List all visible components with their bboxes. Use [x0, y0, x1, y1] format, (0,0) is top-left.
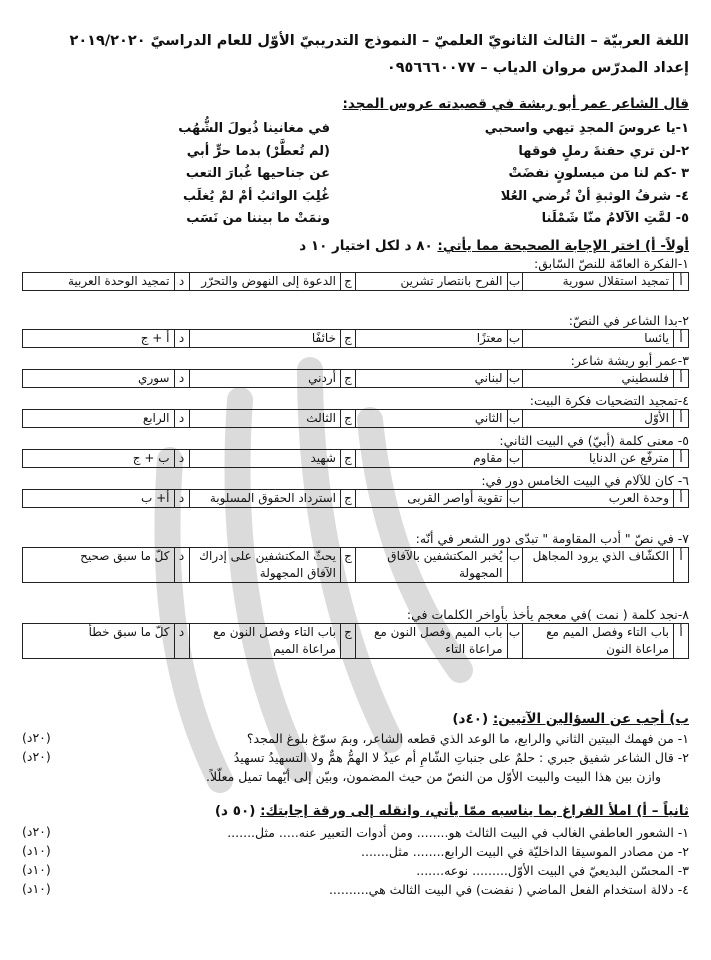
verse-row: [30, 208, 689, 231]
option-text[interactable]: الثاني: [356, 410, 508, 428]
option-letter: ج: [341, 450, 356, 468]
mcq-stem: ٥- معنى كلمة (أبيّ) في البيت الثاني:: [499, 433, 689, 448]
option-letter: د: [174, 273, 189, 291]
option-letter: د: [174, 330, 189, 348]
document-header: [22, 28, 689, 82]
mcq-stem: ٢-بدا الشاعر في النصّ:: [568, 313, 689, 328]
option-text[interactable]: مترفّع عن الدنايا: [522, 450, 674, 468]
verse-first-hemistich: ٥- لمَّتِ الآلامُ منّا شَمْلَنا: [541, 211, 689, 226]
option-text[interactable]: يُخبر المكتشفين بالآفاق المجهولة: [356, 548, 508, 583]
mcq-options-row: [23, 450, 689, 468]
poem-verses: [30, 118, 689, 231]
option-text[interactable]: كلّ ما سبق خطأ: [23, 624, 175, 659]
option-text[interactable]: سوري: [23, 370, 175, 388]
option-letter: د: [174, 410, 189, 428]
option-letter: د: [174, 624, 189, 659]
option-letter: د: [174, 490, 189, 508]
mcq-question: [22, 392, 689, 428]
mcq-question: [22, 530, 689, 583]
fill-blank-item: ١- الشعور العاطفي الغالب في البيت الثالث هو........ ومن أدوات التعبير عنه..... مثل.......: [227, 825, 689, 840]
option-letter: ب: [507, 330, 522, 348]
mcq-question: [22, 312, 689, 348]
part-a-heading: أولاً- أ) اختر الإجابة الصحيحة مما يأتي:: [437, 238, 689, 254]
option-letter: أ: [674, 410, 689, 428]
option-letter: ج: [341, 370, 356, 388]
part-2-marks: (٥٠ د): [214, 803, 256, 819]
fill-blank-item-marks: (١٠د): [22, 881, 51, 896]
header-line-teacher: إعداد المدرّس مروان الدياب – ٠٩٥٦٦٦٠٠٧٧: [386, 60, 689, 76]
option-letter: أ: [674, 548, 689, 583]
option-letter: ب: [507, 490, 522, 508]
mcq-question: [22, 432, 689, 468]
mcq-stem: ١-الفكرة العامّة للنصّ السّابق:: [533, 256, 689, 271]
part-2-heading: ثانياً – أ) املأ الفراغ بما يناسبه ممّا يأتي، وانقله إلى ورقة إجابتك:: [260, 803, 689, 819]
option-text[interactable]: باب الميم وفصل النون مع مراعاة التاء: [356, 624, 508, 659]
option-text[interactable]: يحثّ المكتشفين على إدراك الآفاق المجهولة: [189, 548, 341, 583]
mcq-options-row: [23, 273, 689, 291]
option-letter: ج: [341, 330, 356, 348]
option-text[interactable]: باب التاء وفصل النون مع مراعاة الميم: [189, 624, 341, 659]
verse-first-hemistich: ١-يا عروسَ المجدِ تيهي واسحبي: [484, 121, 689, 136]
option-text[interactable]: ب + ج: [23, 450, 175, 468]
mcq-options-table: [22, 623, 689, 659]
option-letter: ب: [507, 273, 522, 291]
option-text[interactable]: الفرح بانتصار تشرين: [356, 273, 508, 291]
option-letter: د: [174, 548, 189, 583]
verse-first-hemistich: ٢-لن تري حفنةَ رملٍ فوقها: [518, 143, 689, 159]
part-b-question-2-marks: (٢٠د): [22, 749, 51, 764]
part-b-question-2-continued: وازن بين هذا البيت والبيت الأوّل من النصّ من حيث المضمون، وبيّن إلى أيّهما تميل معلّلاً.: [206, 769, 661, 784]
option-text[interactable]: تقوية أواصر القربى: [356, 490, 508, 508]
header-line-course: اللغة العربيّة – الثالث الثانويّ العلميّ – النموذج التدريبيّ الأوّل للعام الدراسيّ ٢٠١٩/٢٠٢٠: [69, 33, 689, 49]
option-text[interactable]: أ+ ب: [23, 490, 175, 508]
mcq-options-table: [22, 547, 689, 583]
option-text[interactable]: الكشّاف الذي يرود المجاهل: [522, 548, 674, 583]
mcq-stem: ٧- في نصّ " أدب المقاومة " تبدّى دور الشعر في أنّه:: [415, 531, 689, 546]
mcq-options-table: [22, 329, 689, 348]
part-b-heading: ب) أجب عن السؤالين الآتيين:: [492, 711, 689, 727]
mcq-question: [22, 352, 689, 388]
part-b-question-1: ١- من فهمك البيتين الثاني والرابع، ما الوعد الذي قطعه الشاعر، وبمَ سوّغ بلوغ المجد؟: [246, 731, 689, 746]
poem-intro: قال الشاعر عمر أبو ريشة في قصيدته عروس المجد:: [342, 96, 689, 112]
option-letter: ج: [341, 490, 356, 508]
fill-blank-item-marks: (٢٠د): [22, 824, 51, 839]
option-letter: أ: [674, 370, 689, 388]
verse-second-hemistich: عن جناحيها غُبارَ التعب: [185, 166, 330, 181]
mcq-question: [22, 472, 689, 508]
option-text[interactable]: الثالث: [189, 410, 341, 428]
option-text[interactable]: أردني: [189, 370, 341, 388]
mcq-options-row: [23, 624, 689, 659]
option-text[interactable]: فلسطيني: [522, 370, 674, 388]
option-letter: أ: [674, 450, 689, 468]
verse-second-hemistich: (لم تُعطَّرْ) بدما حرٍّ أبي: [186, 143, 330, 159]
mcq-options-row: [23, 330, 689, 348]
option-text[interactable]: أ + ج: [23, 330, 175, 348]
option-text[interactable]: خائفًا: [189, 330, 341, 348]
verse-second-hemistich: في مغانينا ذُيولَ الشُّهُب: [178, 121, 330, 136]
part-b-question-2: ٢- قال الشاعر شفيق جبري : حلمٌ على جنباتِ الشّامِ أم عيدُ لا الهمُّ همٌّ ولا التسهيدُ تسهيدُ: [233, 750, 689, 765]
option-letter: أ: [674, 330, 689, 348]
part-b-question-1-marks: (٢٠د): [22, 730, 51, 745]
option-letter: أ: [674, 273, 689, 291]
mcq-question: [22, 255, 689, 291]
mcq-options-row: [23, 370, 689, 388]
option-text[interactable]: يائسا: [522, 330, 674, 348]
mcq-options-table: [22, 409, 689, 428]
part-b-marks: (٤٠د): [452, 711, 489, 727]
option-text[interactable]: الرابع: [23, 410, 175, 428]
fill-blank-item: ٢- من مصادر الموسيقا الداخليّة في البيت الرابع........ مثل.......: [361, 844, 689, 859]
option-text[interactable]: شهيد: [189, 450, 341, 468]
mcq-stem: ٤-تمجيد التضحيات فكرة البيت:: [529, 393, 689, 408]
verse-second-hemistich: ونمَتْ ما بيننا من نَسَب: [186, 211, 330, 226]
option-text[interactable]: مقاوم: [356, 450, 508, 468]
verse-first-hemistich: ٣ -كم لنا من ميسلونٍ نفضَتْ: [508, 166, 689, 181]
option-letter: ج: [341, 273, 356, 291]
fill-blank-item-marks: (١٠د): [22, 862, 51, 877]
option-letter: ب: [507, 410, 522, 428]
mcq-options-table: [22, 489, 689, 508]
option-text[interactable]: تمجيد استقلال سورية: [522, 273, 674, 291]
mcq-stem: ٣-عمر أبو ريشة شاعر:: [570, 353, 689, 368]
option-letter: ب: [507, 450, 522, 468]
mcq-options-row: [23, 410, 689, 428]
mcq-options-table: [22, 369, 689, 388]
part-a-marks: ٨٠ د لكل اختيار ١٠ د: [299, 238, 433, 254]
part-a-title: [299, 238, 689, 254]
option-letter: ج: [341, 548, 356, 583]
option-letter: ج: [341, 624, 356, 659]
option-text[interactable]: الأوّل: [522, 410, 674, 428]
option-text[interactable]: كلّ ما سبق صحيح: [23, 548, 175, 583]
option-letter: ج: [341, 410, 356, 428]
option-letter: د: [174, 370, 189, 388]
verse-row: [30, 186, 689, 209]
verse-first-hemistich: ٤- شرفُ الوثبةِ أنْ تُرضي العُلا: [500, 188, 689, 204]
verse-row: [30, 141, 689, 164]
option-text[interactable]: لبناني: [356, 370, 508, 388]
mcq-options-table: [22, 272, 689, 291]
mcq-options-row: [23, 490, 689, 508]
option-letter: ب: [507, 624, 522, 659]
verse-row: [30, 163, 689, 186]
part-b-title: [452, 711, 689, 727]
fill-blank-item-marks: (١٠د): [22, 843, 51, 858]
mcq-stem: ٨-نجد كلمة ( نمت )في معجم يأخذ بأواخر الكلمات في:: [406, 607, 689, 622]
mcq-question: [22, 606, 689, 659]
option-text[interactable]: باب التاء وفصل الميم مع مراعاة النون: [522, 624, 674, 659]
option-letter: ب: [507, 548, 522, 583]
mcq-stem: ٦- كان للآلام في البيت الخامس دور في:: [481, 473, 689, 488]
fill-blank-item: ٣- المحسّن البديعيّ في البيت الأوّل......... نوعه.......: [416, 863, 689, 878]
option-letter: ب: [507, 370, 522, 388]
option-letter: أ: [674, 624, 689, 659]
option-letter: د: [174, 450, 189, 468]
option-text[interactable]: تمجيد الوحدة العربية: [23, 273, 175, 291]
part-2-title: [215, 803, 689, 819]
fill-blank-item: ٤- دلالة استخدام الفعل الماضي ( نفضت) في البيت الثالث هي..........: [328, 882, 689, 897]
option-text[interactable]: معتزًا: [356, 330, 508, 348]
option-letter: أ: [674, 490, 689, 508]
mcq-options-row: [23, 548, 689, 583]
option-text[interactable]: وحدة العرب: [522, 490, 674, 508]
verse-row: [30, 118, 689, 141]
mcq-options-table: [22, 449, 689, 468]
option-text[interactable]: الدعوة إلى النهوض والتحرّر: [189, 273, 341, 291]
verse-second-hemistich: غُلِبَ الواثبُ أمْ لمْ يُغلَب: [183, 188, 330, 204]
option-text[interactable]: استرداد الحقوق المسلوبة: [189, 490, 341, 508]
